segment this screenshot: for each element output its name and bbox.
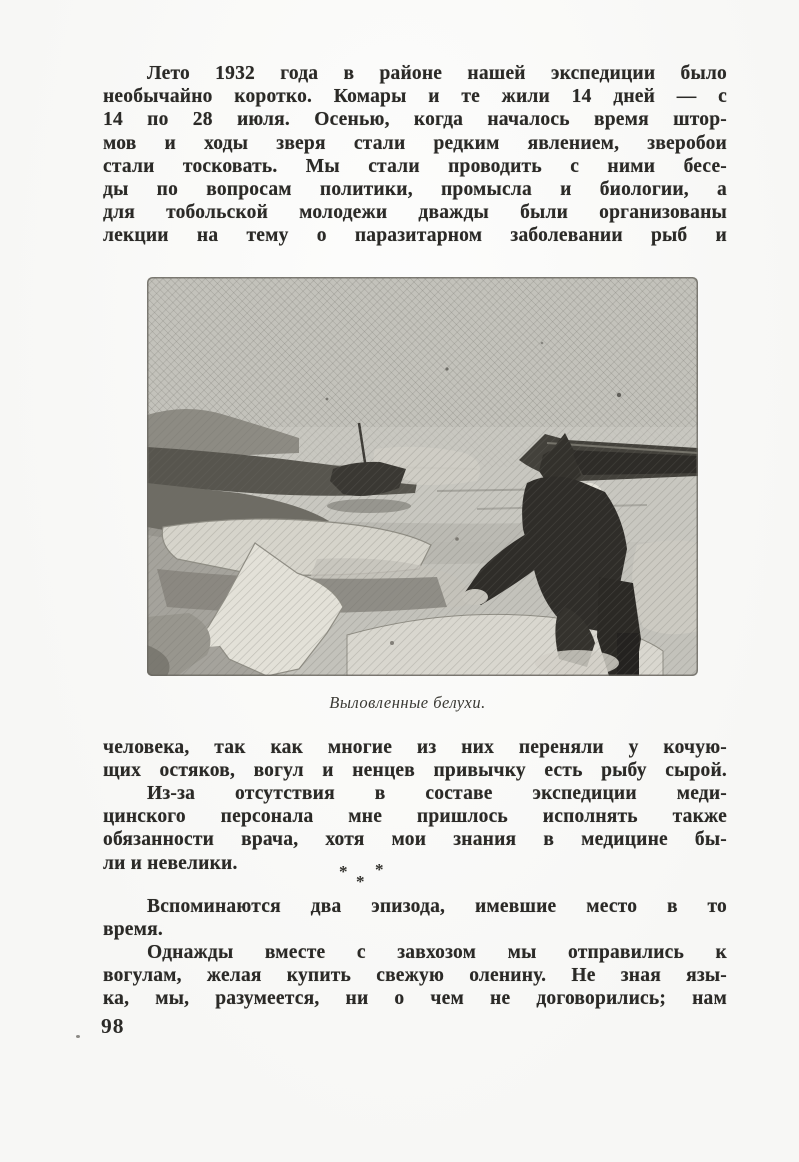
text-line: обязанности врача, хотя мои знания в медицине бы- xyxy=(103,829,727,851)
paragraph-5 xyxy=(103,941,727,1011)
text-line: лекции на тему о паразитарном заболевании рыб и xyxy=(103,225,727,247)
scan-artifact-dot xyxy=(76,1035,80,1038)
photo-beluga-whales xyxy=(147,277,698,676)
text-line: Однажды вместе с завхозом мы отправились к xyxy=(147,942,727,963)
text-line: время. xyxy=(103,919,163,941)
photo-figure xyxy=(147,277,698,713)
paragraph-1 xyxy=(103,62,727,248)
page-number: 98 xyxy=(101,1014,125,1038)
photo-caption: Выловленные белухи. xyxy=(329,693,486,712)
section-separator xyxy=(103,862,727,894)
asterisk-icon: * xyxy=(375,860,384,879)
text-line: для тобольской молодежи дважды были организованы xyxy=(103,202,727,224)
paragraph-3 xyxy=(103,782,727,875)
text-line: 14 по 28 июля. Осенью, когда началось время штор- xyxy=(103,109,727,131)
asterisk-icon: * xyxy=(356,872,365,891)
text-line: щих остяков, вогул и ненцев привычку есть рыбу сырой. xyxy=(103,760,727,782)
text-line: Из-за отсутствия в составе экспедиции меди- xyxy=(147,783,727,804)
text-line: ды по вопросам политики, промысла и биологии, а xyxy=(103,179,727,201)
text-line: стали тосковать. Мы стали проводить с ними бесе- xyxy=(103,155,727,177)
text-line: цинского персонала мне пришлось исполнять также xyxy=(103,806,727,828)
text-line: Лето 1932 года в районе нашей экспедиции было xyxy=(147,63,727,84)
paragraph-2 xyxy=(103,736,727,782)
text-line: мов и ходы зверя стали редким явлением, зверобои xyxy=(103,132,727,154)
asterisk-icon: * xyxy=(339,862,348,881)
text-line: необычайно коротко. Комары и те жили 14 дней — с xyxy=(103,86,727,108)
paragraph-4 xyxy=(103,895,727,941)
text-line: ли и невелики. xyxy=(103,852,238,874)
text-line: человека, так как многие из них переняли у кочую- xyxy=(103,737,727,758)
text-line: вогулам, желая купить свежую оленину. Не зная язы- xyxy=(103,965,727,987)
text-line: Вспоминаются два эпизода, имевшие место в то xyxy=(147,896,727,917)
text-line: ка, мы, разумеется, ни о чем не договорились; нам xyxy=(103,988,727,1010)
